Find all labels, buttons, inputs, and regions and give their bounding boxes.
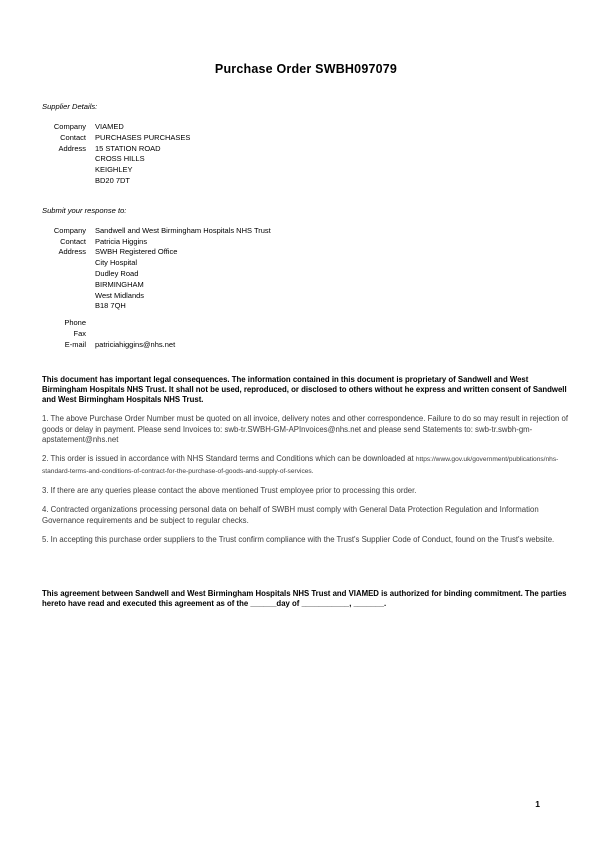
supplier-company-label: Company [53,122,86,131]
response-address-line: City Hospital [95,258,138,268]
supplier-address-line: KEIGHLEY [95,165,133,175]
supplier-details-block [42,122,570,187]
agreement-statement: This agreement between Sandwell and West Birmingham Hospitals NHS Trust and VIAMED is authorized for binding commitment. The parties hereto have read and executed this agreement as of the ______day of ___________, _______. [42,589,567,609]
response-address-line: BIRMINGHAM [95,279,144,289]
term-1: 1. The above Purchase Order Number must be quoted on all invoice, delivery notes and other correspondence. Failure to do so may result in rejection of goods or delay in payment. Please send Invoices to: swb-tr.SWBH-GM-APInvoices@nhs.net and please send Statements to: swb-tr.swbh-gm-apstatement@nhs.net [42,414,569,445]
supplier-address-line: 15 STATION ROAD [95,143,161,153]
response-address-label: Address [58,247,86,257]
supplier-details-heading: Supplier Details: [42,102,98,111]
term-2-text: 2. This order is issued in accordance with NHS Standard terms and Conditions which can be downloaded at [42,454,416,464]
legal-notice: This document has important legal consequences. The information contained in this document is proprietary of Sandwell and West Birmingham Hospitals NHS Trust. It shall not be used, reproduced, or disclosed to others without he express and written consent of Sandwell and West Birmingham Hospitals NHS Trust. [42,374,567,405]
response-address-line: SWBH Registered Office [95,247,178,257]
supplier-address-line: CROSS HILLS [95,154,145,164]
term-2-url: https://www.gov.uk/government/publications/nhs-standard-terms-and-conditions-of-contract-for-the-purchase-of-goods-and-supply-of-services. [42,456,559,475]
response-address-line: West Midlands [95,290,145,300]
response-details-block [42,226,570,351]
response-email-label: E-mail [64,339,86,349]
supplier-address-line: BD20 7DT [95,175,131,185]
response-contact-value: Patricia Higgins [95,236,148,246]
page-number: 1 [535,799,540,809]
term-3: 3. If there are any queries please contact the above mentioned Trust employee prior to processing this order. [42,485,417,495]
response-address-line: B18 7QH [95,301,126,311]
response-phone-label: Phone [64,318,86,328]
response-phone-value [95,318,570,329]
term-4: 4. Contracted organizations processing personal data on behalf of SWBH must comply with General Data Protection Regulation and Information Governance requirements and be subject to regular checks. [42,505,539,525]
response-address-value [95,247,570,312]
response-fax-value [95,329,570,340]
response-company-value: Sandwell and West Birmingham Hospitals NHS Trust [95,225,271,235]
term-2 [42,454,570,477]
document-content [0,62,612,610]
response-contact-label: Contact [60,236,86,246]
supplier-address-label: Address [58,143,86,153]
response-address-line: Dudley Road [95,268,139,278]
page-title: Purchase Order SWBH097079 [214,62,398,76]
supplier-contact-label: Contact [60,132,86,142]
submit-response-heading: Submit your response to: [42,205,127,215]
supplier-contact-value: PURCHASES PURCHASES [95,132,191,142]
supplier-address-value [95,144,570,187]
supplier-company-value: VIAMED [95,122,124,131]
response-fax-label: Fax [73,328,86,338]
response-email-value: patriciahiggins@nhs.net [95,339,176,349]
response-company-label: Company [53,225,86,235]
term-5: 5. In accepting this purchase order suppliers to the Trust confirm compliance with the Trust's Supplier Code of Conduct, found on the Trust's website. [42,534,555,544]
